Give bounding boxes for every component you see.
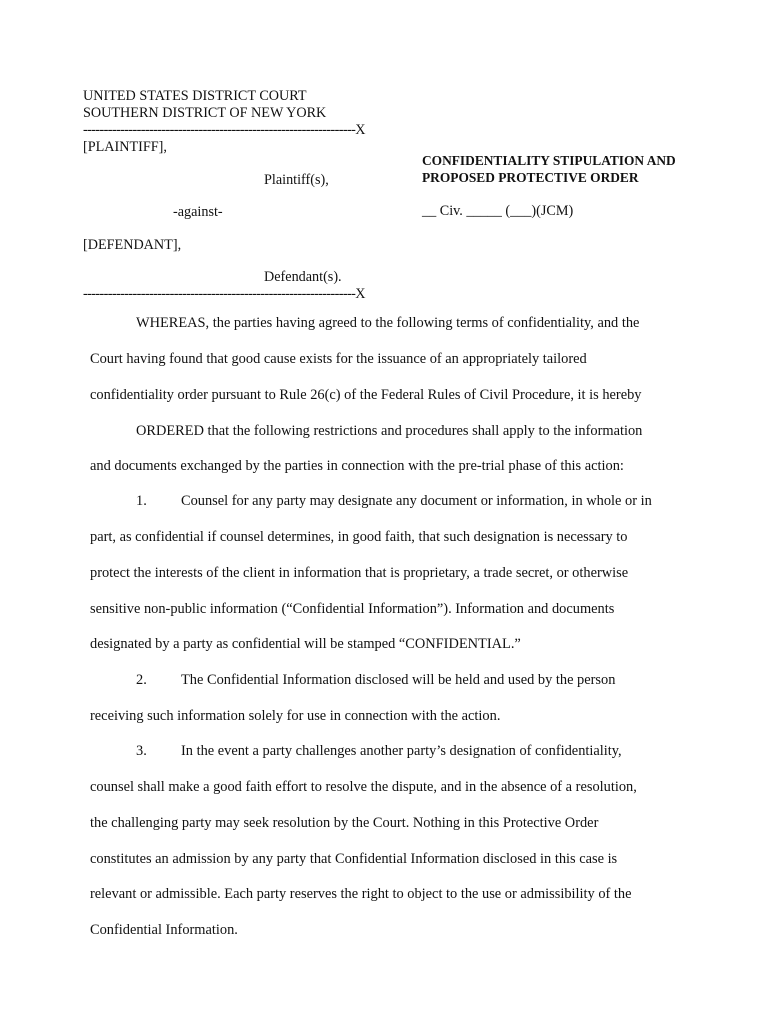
court-name-line2: SOUTHERN DISTRICT OF NEW YORK bbox=[83, 105, 327, 121]
caption-divider-bottom: ------------------------------------------------------------------X bbox=[83, 286, 365, 302]
whereas-line-2: Court having found that good cause exists for the issuance of an appropriately tailored bbox=[90, 351, 587, 367]
item-1-line-2: part, as confidential if counsel determines, in good faith, that such designation is necessary to bbox=[90, 529, 628, 545]
ordered-line-2: and documents exchanged by the parties in connection with the pre-trial phase of this action: bbox=[90, 458, 624, 474]
document-title-line2: PROPOSED PROTECTIVE ORDER bbox=[422, 170, 639, 185]
ordered-line-1: ORDERED that the following restrictions and procedures shall apply to the information bbox=[136, 423, 643, 439]
item-3-line-4: constitutes an admission by any party that Confidential Information disclosed in this case is bbox=[90, 851, 618, 867]
item-1-line-1: Counsel for any party may designate any document or information, in whole or in bbox=[181, 493, 652, 509]
item-1-line-3: protect the interests of the client in information that is proprietary, a trade secret, or otherwise bbox=[90, 565, 629, 581]
item-2-line-2: receiving such information solely for use in connection with the action. bbox=[90, 708, 501, 724]
whereas-line-3: confidentiality order pursuant to Rule 26(c) of the Federal Rules of Civil Procedure, it is hereby bbox=[90, 387, 642, 403]
item-3-line-6: Confidential Information. bbox=[90, 922, 238, 938]
item-3-number: 3. bbox=[136, 743, 147, 759]
defendant-name: [DEFENDANT], bbox=[83, 237, 182, 253]
item-3-line-2: counsel shall make a good faith effort to resolve the dispute, and in the absence of a resolution, bbox=[90, 779, 637, 795]
item-1-number: 1. bbox=[136, 493, 147, 509]
plaintiff-name: [PLAINTIFF], bbox=[83, 139, 167, 155]
item-3-line-1: In the event a party challenges another party’s designation of confidentiality, bbox=[181, 743, 622, 759]
document-title-line1: CONFIDENTIALITY STIPULATION AND bbox=[422, 153, 676, 168]
item-2-line-1: The Confidential Information disclosed will be held and used by the person bbox=[181, 672, 616, 688]
item-3-line-5: relevant or admissible. Each party reserves the right to object to the use or admissibility of the bbox=[90, 886, 632, 902]
item-2-number: 2. bbox=[136, 672, 147, 688]
whereas-line-1: WHEREAS, the parties having agreed to the following terms of confidentiality, and the bbox=[136, 315, 640, 331]
item-3-line-3: the challenging party may seek resolution by the Court. Nothing in this Protective Order bbox=[90, 815, 599, 831]
against-label: -against- bbox=[173, 204, 223, 220]
caption-divider-top: ------------------------------------------------------------------X bbox=[83, 122, 365, 138]
item-1-line-5: designated by a party as confidential will be stamped “CONFIDENTIAL.” bbox=[90, 636, 521, 652]
item-1-line-4: sensitive non-public information (“Confidential Information”). Information and documents bbox=[90, 601, 615, 617]
defendant-role: Defendant(s). bbox=[264, 269, 342, 285]
court-name-line1: UNITED STATES DISTRICT COURT bbox=[83, 88, 307, 104]
docket-number: __ Civ. _____ (___)(JCM) bbox=[422, 203, 574, 219]
plaintiff-role: Plaintiff(s), bbox=[264, 172, 329, 188]
